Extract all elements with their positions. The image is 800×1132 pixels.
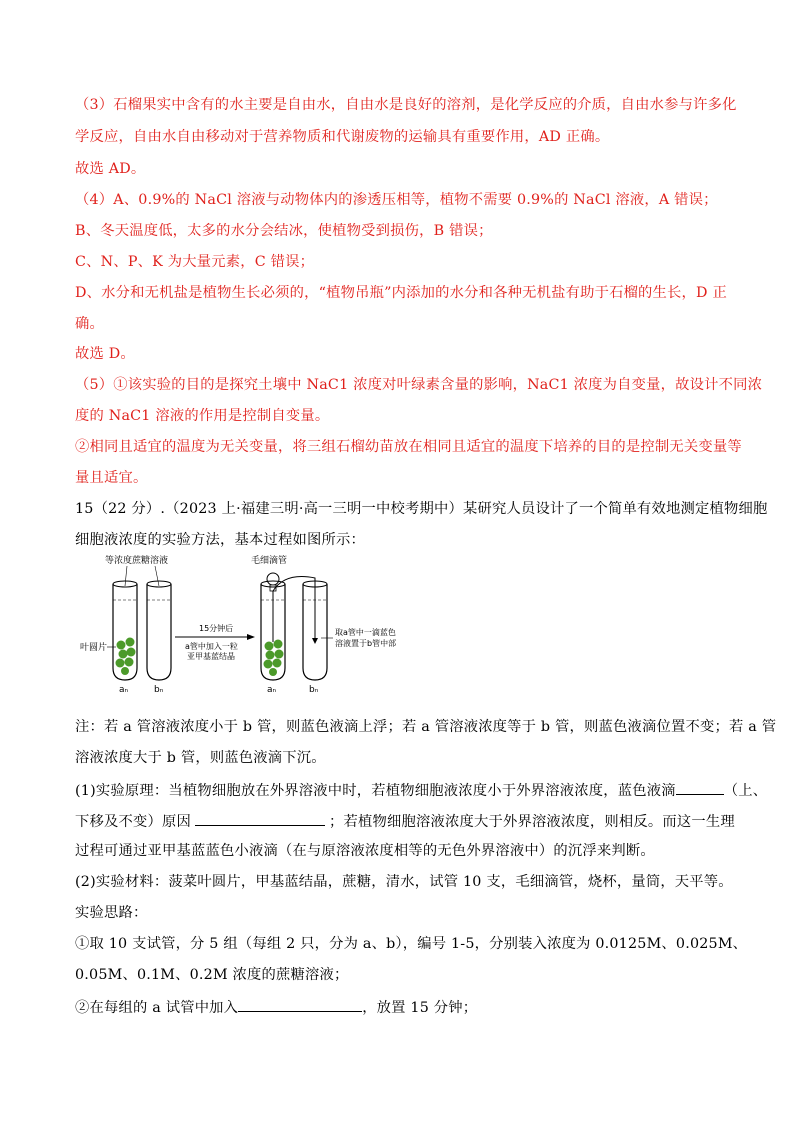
figure-label-solution: 等浓度蔗糖溶液 (105, 556, 169, 566)
capillary-dropper (267, 573, 318, 644)
figure-label-right-1: 取a管中一滴蓝色 (335, 628, 396, 637)
subquestion-1-text-c: 下移及不变）原因 (75, 814, 191, 830)
subquestion-2-text-e: ②在每组的 a 试管中加入 (75, 1000, 239, 1016)
answer-5-line-2: 度的 NaC1 溶液的作用是控制自变量。 (75, 408, 330, 424)
answer-5-line-4: 量且适宜。 (75, 470, 148, 486)
process-arrow (175, 634, 255, 640)
tube-label-b: bₙ (154, 685, 164, 695)
subquestion-2-text-f: ，放置 15 分钟； (362, 1000, 478, 1016)
subquestion-1-text-d: ；若植物细胞溶液浓度大于外界溶液浓度，则相反。而这一生理 (328, 814, 735, 830)
figure-label-right-2: 溶液置于b管中部 (335, 639, 397, 648)
pointer-line (125, 566, 127, 586)
subquestion-2-line-2: 实验思路： (75, 905, 148, 921)
answer-3-line-1: （3）石榴果实中含有的水主要是自由水，自由水是良好的溶剂，是化学反应的介质，自由水参与许多化 (75, 97, 737, 113)
figure-label-leaf: 叶圆片 (80, 643, 108, 653)
answer-blank-2[interactable] (195, 810, 325, 826)
subquestion-1-text-a: (1)实验原理：当植物细胞放在外界溶液中时，若植物细胞液浓度小于外界溶液浓度，蓝色液滴 (75, 783, 676, 799)
subquestion-1-line-3: 过程可通过亚甲基蓝蓝色小液滴（在与原溶液浓度相等的无色外界溶液中）的沉浮来判断。 (75, 843, 655, 859)
note-line-1: 注：若 a 管溶液浓度小于 b 管，则蓝色液滴上浮；若 a 管溶液浓度等于 b 管，则蓝色液滴位置不变；若 a 管 (75, 719, 777, 735)
tube-label-a: aₙ (119, 685, 129, 695)
experiment-figure (75, 550, 465, 700)
answer-4-line-1: （4）A、0.9%的 NaCl 溶液与动物体内的渗透压相等，植物不需要 0.9%的 NaCl 溶液，A 错误； (75, 192, 718, 208)
tube-label-a-right: aₙ (267, 685, 277, 695)
subquestion-1-text-b: （上、 (723, 783, 768, 799)
subquestion-2-line-1: (2)实验材料：菠菜叶圆片，甲基蓝结晶，蔗糖，清水，试管 10 支，毛细滴管，烧杯，量筒，天平等。 (75, 874, 733, 890)
subquestion-1-line-2 (75, 810, 735, 832)
arrow-label-crystal: 亚甲基蓝结晶 (187, 652, 235, 661)
answer-3-choice: 故选 AD。 (75, 161, 146, 177)
answer-3-line-2: 学反应，自由水自由移动对于营养物质和代谢废物的运输具有重要作用，AD 正确。 (75, 129, 610, 145)
experiment-diagram (75, 550, 465, 700)
question-15-line-1: 15（22 分）.（2023 上·福建三明·高一三明一中校考期中）某研究人员设计了一个简单有效地测定植物细胞 (75, 501, 768, 517)
answer-4-line-4: D、水分和无机盐是植物生长必须的，“植物吊瓶”内添加的水分和各种无机盐有助于石榴的生长，D 正 (75, 285, 727, 301)
answer-5-line-3: ②相同且适宜的温度为无关变量，将三组石榴幼苗放在相同且适宜的温度下培养的目的是控制无关变量等 (75, 439, 742, 455)
question-15-line-2: 细胞液浓度的实验方法，基本过程如图所示： (75, 532, 365, 548)
subquestion-2-line-4: 0.05M、0.1M、0.2M 浓度的蔗糖溶液； (75, 967, 349, 983)
tube-label-b-right: bₙ (309, 685, 319, 695)
answer-4-line-3: C、N、P、K 为大量元素，C 错误； (75, 254, 315, 270)
subquestion-2-line-5 (75, 996, 477, 1018)
answer-4-line-5: 确。 (75, 316, 104, 332)
figure-label-dropper: 毛细滴管 (251, 556, 288, 566)
arrow-label-add: a管中加入一粒 (185, 642, 238, 651)
answer-4-choice: 故选 D。 (75, 346, 135, 362)
answer-5-line-1: （5）①该实验的目的是探究土壤中 NaC1 浓度对叶绿素含量的影响，NaC1 浓度为自变量，故设计不同浓 (75, 377, 763, 393)
subquestion-2-line-3: ①取 10 支试管，分 5 组（每组 2 只，分为 a、b），编号 1-5，分别装入浓度为 0.0125M、0.025M、 (75, 936, 748, 952)
tube-a-left (113, 581, 137, 680)
arrow-label-time: 15分钟后 (199, 624, 234, 633)
note-line-2: 溶液浓度大于 b 管，则蓝色液滴下沉。 (75, 750, 326, 766)
answer-blank-3[interactable] (238, 996, 362, 1012)
pointer-line (155, 566, 159, 586)
tube-b-left (147, 581, 171, 680)
answer-blank-1[interactable] (676, 779, 724, 795)
subquestion-1-line-1 (75, 779, 767, 801)
answer-4-line-2: B、冬天温度低，太多的水分会结冰，使植物受到损伤，B 错误； (75, 223, 493, 239)
